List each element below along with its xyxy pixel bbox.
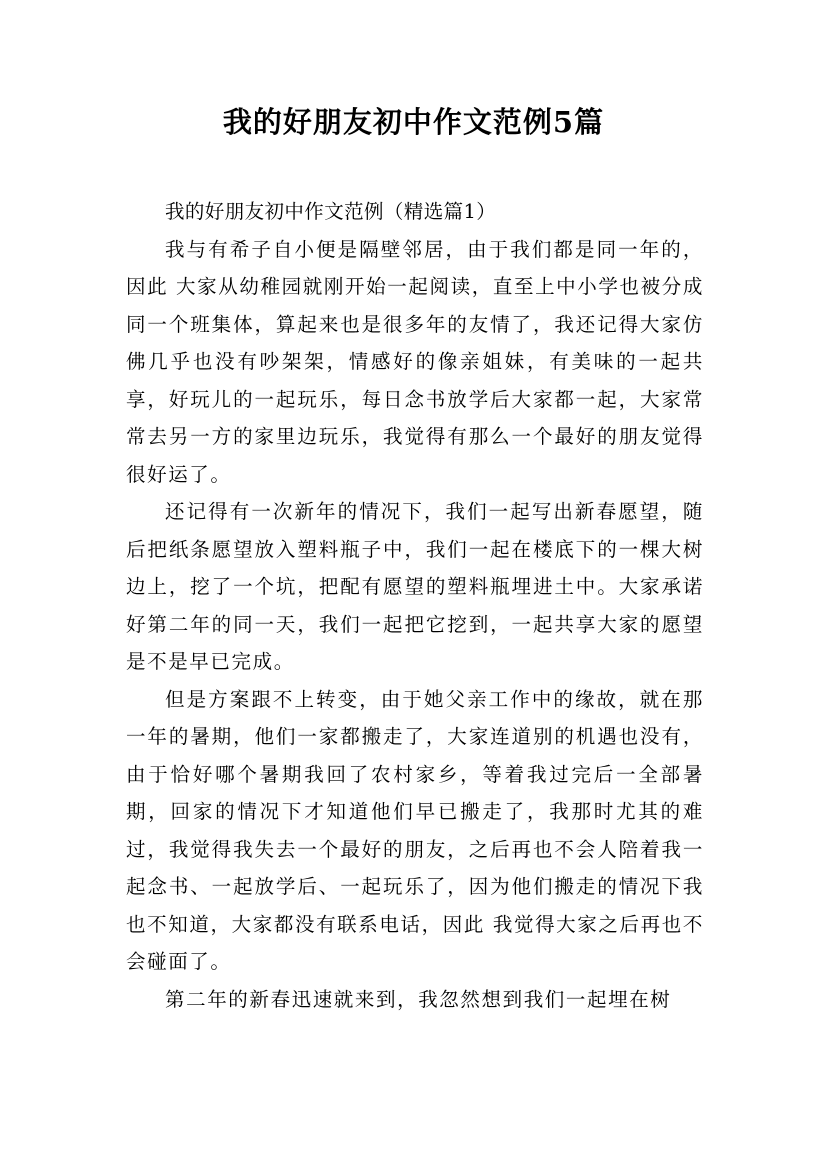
document-body xyxy=(126,193,704,1018)
paragraph: 我与有希子自小便是隔壁邻居，由于我们都是同一年的，因此 大家从幼稚园就刚开始一起阅读，直至上中小学也被分成同一个班集体，算起来也是很多年的友情了，我还记得大家仿佛几乎也没有吵架架，情感好的像亲姐妹，有美味的一起共享，好玩儿的一起玩乐，每日念书放学后大家都一起，大家常常去另一方的家里边玩乐，我觉得有那么一个最好的朋友觉得很好运了。 xyxy=(126,237,704,486)
section-subtitle: 我的好朋友初中作文范例（精选篇1） xyxy=(165,200,497,223)
paragraph: 还记得有一次新年的情况下，我们一起写出新春愿望，随后把纸条愿望放入塑料瓶子中，我们一起在楼底下的一棵大树边上，挖了一个坑，把配有愿望的塑料瓶埋进土中。大家承诺好第二年的同一天，我们一起把它挖到，一起共享大家的愿望是不是早已完成。 xyxy=(126,500,704,673)
document-title: 我的好朋友初中作文范例5篇 xyxy=(222,105,605,139)
paragraph: 但是方案跟不上转变，由于她父亲工作中的缘故，就在那一年的暑期，他们一家都搬走了，大家连道别的机遇也没有，由于恰好哪个暑期我回了农村家乡，等着我过完后一全部暑期，回家的情况下才知道他们早已搬走了，我那时尤其的难过，我觉得我失去一个最好的朋友，之后再也不会人陪着我一起念书、一起放学后、一起玩乐了，因为他们搬走的情况下我也不知道，大家都没有联系电话，因此 我觉得大家之后再也不会碰面了。 xyxy=(126,687,704,973)
paragraph: 第二年的新春迅速就来到，我忽然想到我们一起埋在树 xyxy=(165,987,672,1011)
